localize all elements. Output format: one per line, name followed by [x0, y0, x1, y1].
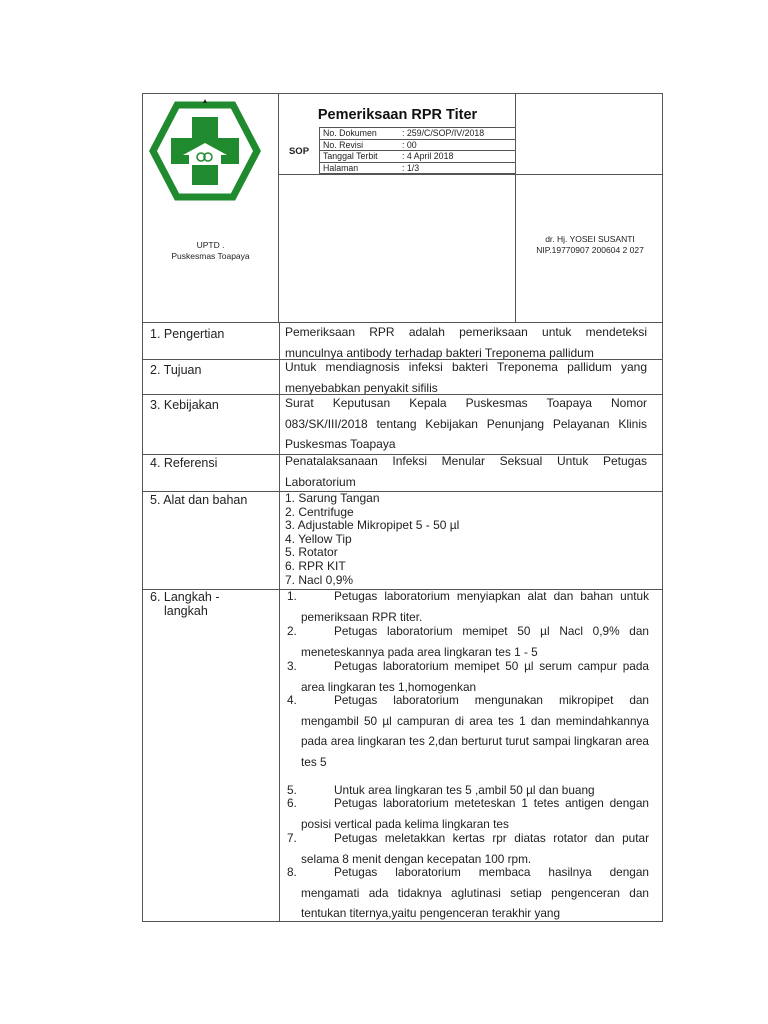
- puskesmas-logo-icon: [149, 99, 261, 203]
- signer-nip: NIP.19770907 200604 2 027: [536, 245, 644, 255]
- list-item: 3. Adjustable Mikropipet 5 - 50 µl: [285, 518, 460, 533]
- section-label-pengertian: 1. Pengertian: [150, 327, 225, 341]
- section-label-referensi: 4. Referensi: [150, 456, 218, 470]
- list-item: 1. Sarung Tangan: [285, 491, 380, 505]
- section-label-tujuan: 2. Tujuan: [150, 363, 202, 377]
- list-item: 2. Centrifuge: [285, 504, 354, 519]
- section-text-tujuan: Untuk mendiagnosis infeksi bakteri Treponema pallidum yang menyebabkan penyakit sifilis: [285, 360, 647, 395]
- step-item: 2. Petugas laboratorium memipet 50 µl Nacl 0,9% dan meneteskannya pada area lingkaran tes 1 - 5: [287, 624, 649, 659]
- list-item: 5. Rotator: [285, 545, 338, 560]
- list-item: 6. RPR KIT: [285, 558, 346, 573]
- section-label-alat: 5. Alat dan bahan: [150, 493, 248, 507]
- institution-name: UPTD . Puskesmas Toapaya: [171, 240, 250, 261]
- doc-info-row: Tanggal Terbit : 4 April 2018: [320, 151, 515, 163]
- sop-header: [142, 93, 663, 323]
- doc-info-row: No. Revisi : 00: [320, 140, 515, 152]
- step-item: 8. Petugas laboratorium membaca hasilnya dengan mengamati ada tidaknya aglutinasi setiap pengenceran dan tentukan titernya,yaitu pengenceran terakhir yang: [287, 865, 649, 920]
- step-item: 5. Untuk area lingkaran tes 5 ,ambil 50 µl dan buang: [287, 783, 595, 797]
- section-text-kebijakan: Surat Keputusan Kepala Puskesmas Toapaya Nomor 083/SK/III/2018 tentang Kebijakan Penunjang Pelayanan Klinis Puskesmas Toapaya: [285, 396, 647, 451]
- section-text-pengertian: Pemeriksaan RPR adalah pemeriksaan untuk mendeteksi munculnya antibody terhadap bakteri Treponema pallidum: [285, 325, 647, 360]
- signer-block: [516, 234, 664, 256]
- document-title: Pemeriksaan RPR Titer: [317, 107, 478, 123]
- step-item: 6. Petugas laboratorium meteteskan 1 tetes antigen dengan posisi vertical pada kelima lingkaran tes: [287, 796, 649, 831]
- doc-info-row: No. Dokumen : 259/C/SOP/IV/2018: [320, 128, 515, 140]
- step-item: 3. Petugas laboratorium memipet 50 µl serum campur pada area lingkaran tes 1,homogenkan: [287, 659, 649, 694]
- signer-name: dr. Hj. YOSEI SUSANTI: [545, 234, 635, 244]
- step-item: 4. Petugas laboratorium mengunakan mikropipet dan mengambil 50 µl campuran di area tes 1 dan memindahkannya pada area lingkaran tes 2,dan berturut turut sampai lingkaran area tes 5: [287, 693, 649, 769]
- sop-content-table: [142, 323, 663, 922]
- list-item: 7. Nacl 0,9%: [285, 572, 354, 587]
- step-item: 7. Petugas meletakkan kertas rpr diatas rotator dan putar selama 8 menit dengan kecepatan 100 rpm.: [287, 831, 649, 866]
- section-label-langkah: 6. Langkah - langkah: [150, 590, 220, 618]
- step-item: 1. Petugas laboratorium menyiapkan alat dan bahan untuk pemeriksaan RPR titer.: [287, 589, 649, 624]
- doc-info-row: Halaman : 1/3: [323, 162, 420, 173]
- document-info-table: [319, 127, 516, 174]
- list-item: 4. Yellow Tip: [285, 531, 352, 546]
- tools-list: [285, 492, 459, 587]
- section-text-referensi: Penatalaksanaan Infeksi Menular Seksual Untuk Petugas Laboratorium: [285, 454, 647, 489]
- sop-label: SOP: [288, 146, 310, 157]
- section-label-kebijakan: 3. Kebijakan: [150, 398, 219, 412]
